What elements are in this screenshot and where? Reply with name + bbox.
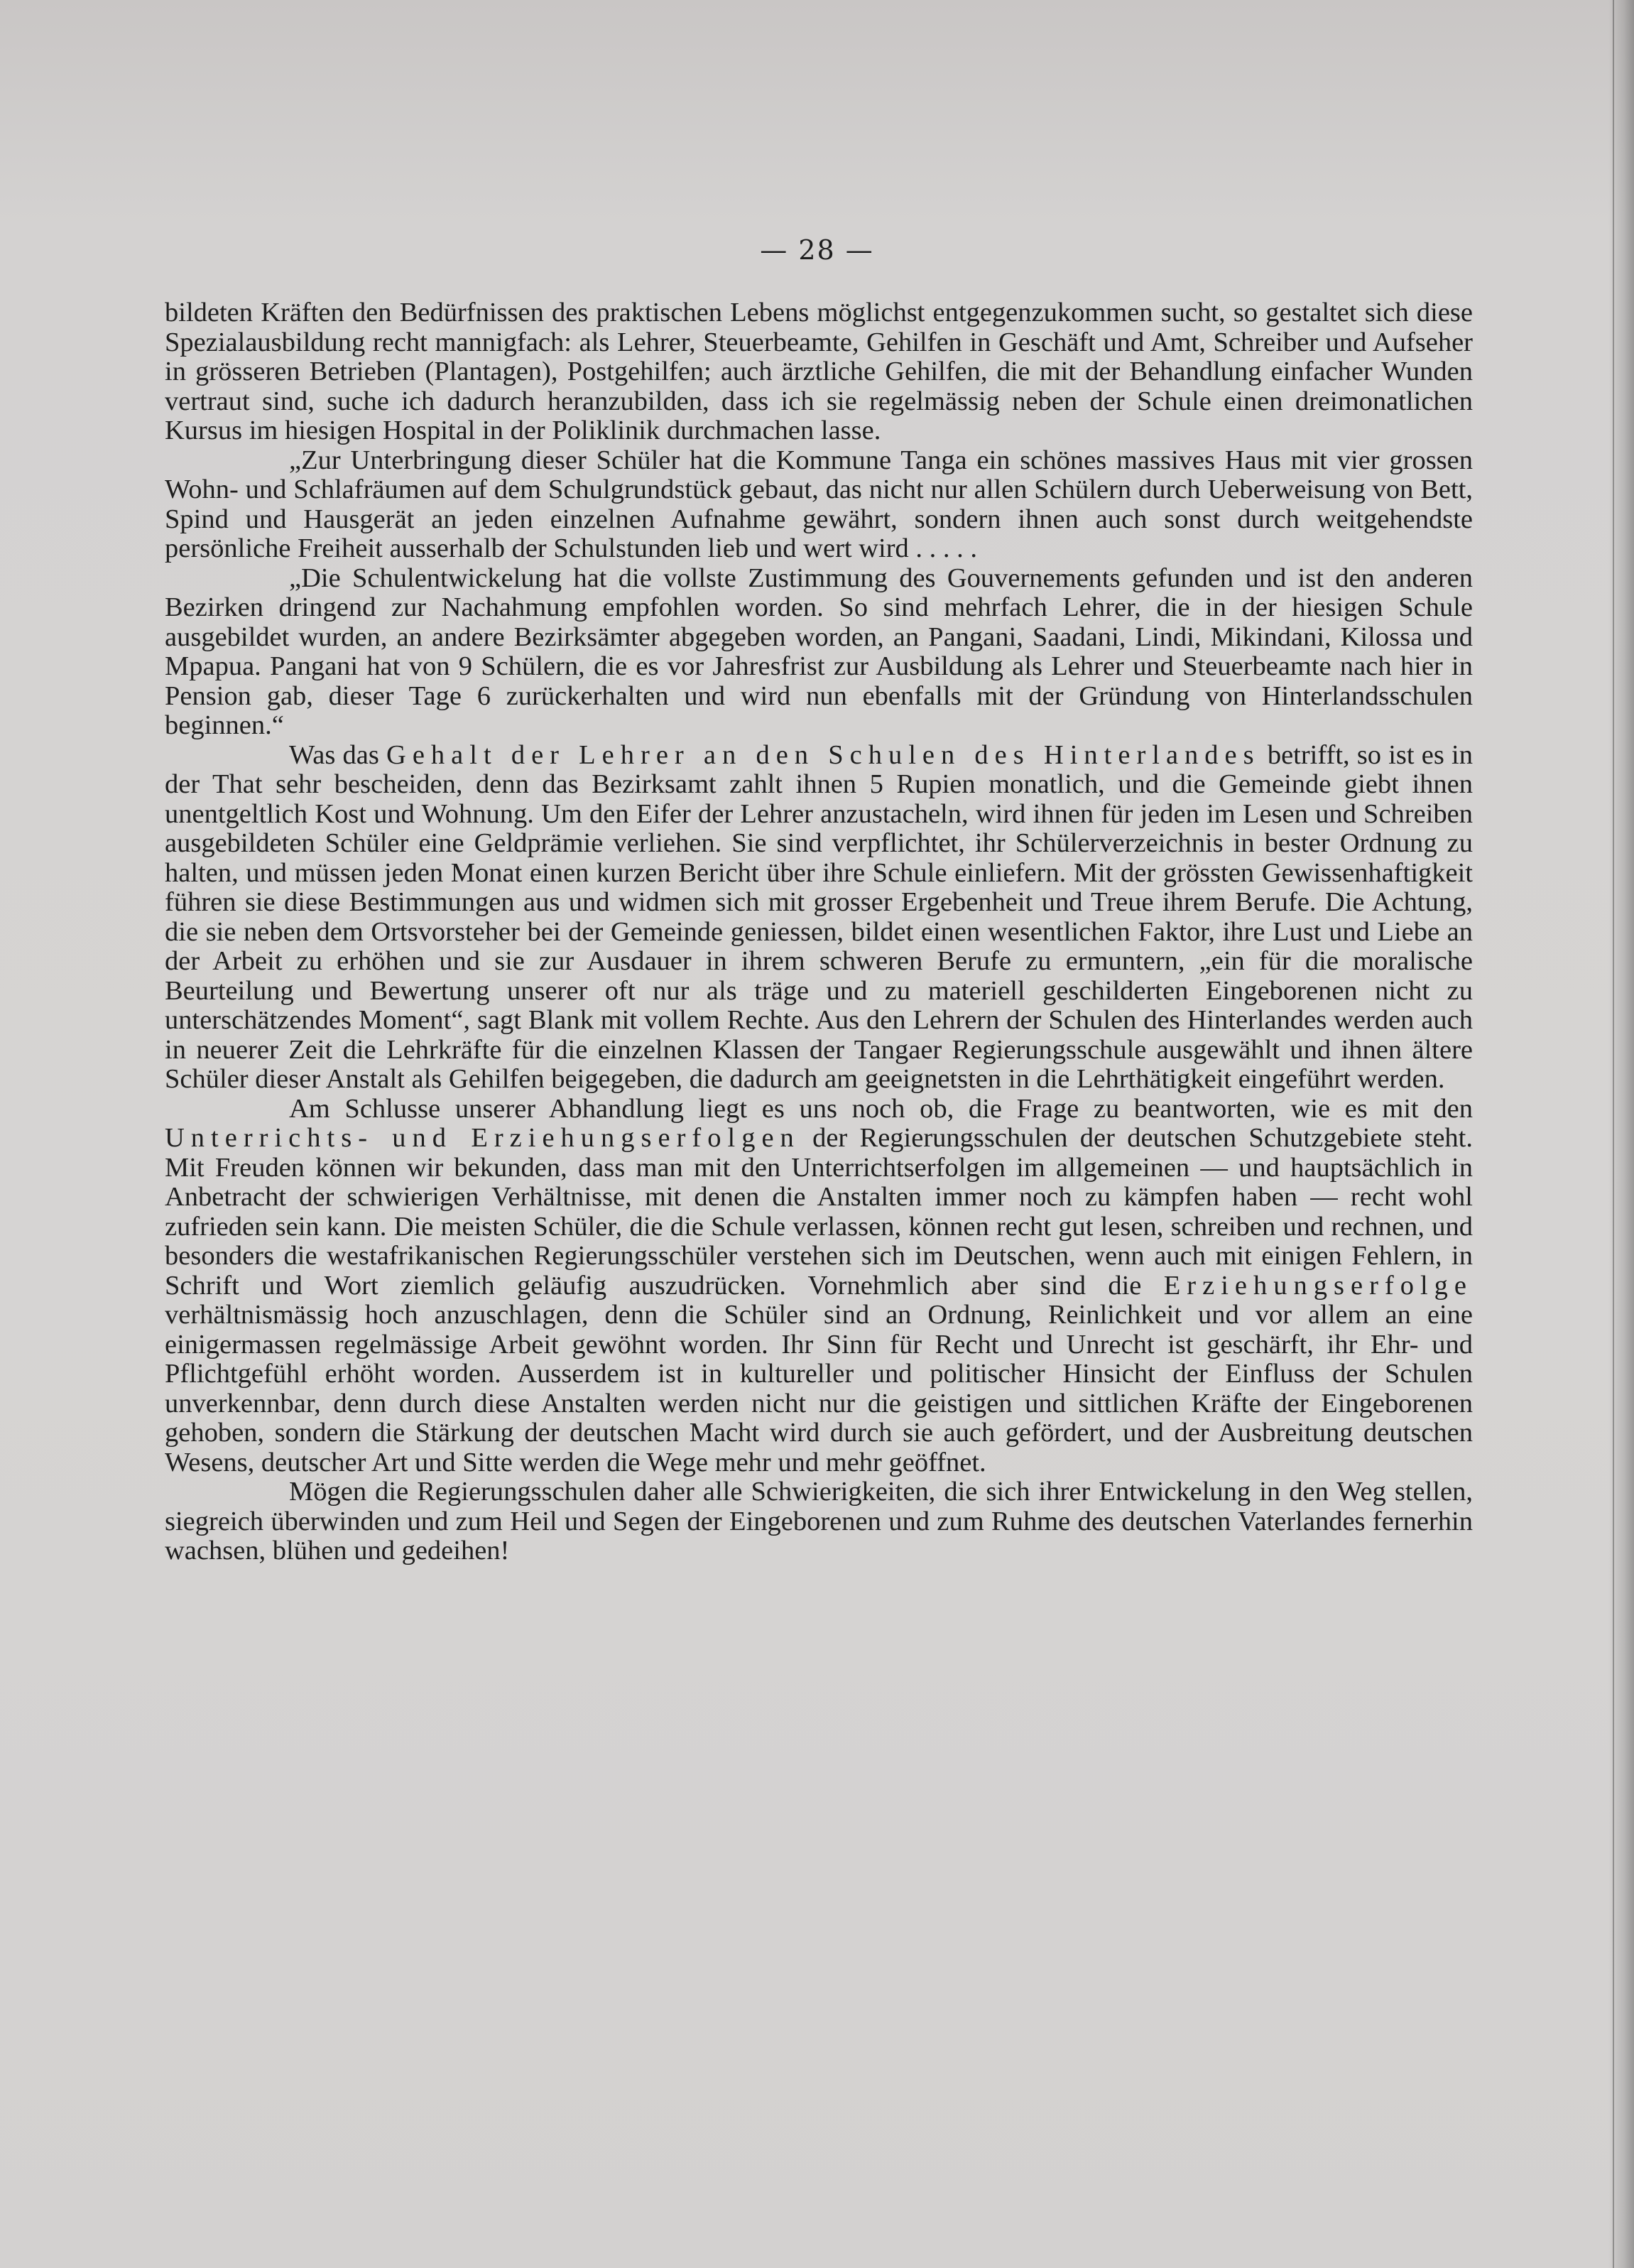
paragraph: [165, 446, 1473, 564]
spaced-emphasis-text: Gehalt der Lehrer an den Schulen des Hinterlandes: [386, 739, 1260, 770]
paragraph-text: „Zur Unterbringung dieser Schüler hat die Kommune Tanga ein schönes massives Haus mit vier grossen Wohn- und Schlafräumen auf dem Schulgrundstück gebaut, das nicht nur allen Schülern durch Ueberweisung von Bett, Spind und Hausgerät an jeden einzelnen Aufnahme gewährt, sondern ihnen auch sonst durch weitgehendste persönliche Freiheit ausserhalb der Schulstunden lieb und wert wird . . . . .: [165, 445, 1473, 563]
paragraph-text: Mögen die Regierungsschulen daher alle Schwierigkeiten, die sich ihrer Entwickelung in den Weg stellen, siegreich überwinden und zum Heil und Segen der Eingeborenen und zum Ruhme des deutschen Vaterlandes fernerhin wachsen, blühen und gedeihen!: [165, 1477, 1473, 1566]
paragraph-text: der Regierungsschulen der deutschen Schutzgebiete steht. Mit Freuden können wir bekunden, dass man mit den Unterrichtserfolgen im allgemeinen — und hauptsächlich in Anbetracht der schwierigen Verhältnisse, mit denen die Anstalten immer noch zu kämpfen haben — recht wohl zufrieden sein kann. Die meisten Schüler, die die Schule verlassen, können recht gut lesen, schreiben und rechnen, und besonders die westafrikanischen Regierungsschüler verstehen sich im Deutschen, wenn auch mit einigen Fehlern, in Schrift und Wort ziemlich geläufig auszudrücken. Vornehmlich aber sind die: [165, 1123, 1473, 1301]
paragraph: [165, 1477, 1473, 1566]
page-edge-line: [1613, 0, 1614, 2268]
paragraph: [165, 741, 1473, 1095]
paragraph: [165, 564, 1473, 741]
spaced-emphasis-text: Unterrichts- und Erziehungserfolgen: [165, 1123, 800, 1153]
spaced-emphasis-text: Erziehungserfolge: [1163, 1270, 1473, 1301]
paragraph-text: Am Schlusse unserer Abhandlung liegt es uns noch ob, die Frage zu beantworten, wie es mit den: [289, 1093, 1473, 1124]
paragraph-text: betrifft, so ist es in der That sehr bescheiden, denn das Bezirksamt zahlt ihnen 5 Rupien monatlich, und die Gemeinde giebt ihnen unentgeltlich Kost und Wohnung. Um den Eifer der Lehrer anzustacheln, wird ihnen für jeden im Lesen und Schreiben ausgebildeten Schüler eine Geldprämie verliehen. Sie sind verpflichtet, ihr Schülerverzeichnis in bester Ordnung zu halten, und müssen jeden Monat einen kurzen Bericht über ihre Schule einliefern. Mit der grössten Gewissenhaftigkeit führen sie diese Bestimmungen aus und widmen sich mit grosser Ergebenheit und Treue ihrem Berufe. Die Achtung, die sie neben dem Ortsvorsteher bei der Gemeinde geniessen, bildet einen wesentlichen Faktor, ihre Lust und Liebe an der Arbeit zu erhöhen und sie zur Ausdauer in ihrem schweren Berufe zu ermuntern, „ein für die moralische Beurteilung und Bewertung unserer oft nur als träge und zu materiell geschilderten Eingeborenen nicht zu unterschätzendes Moment“, sagt Blank mit vollem Rechte. Aus den Lehrern der Schulen des Hinterlandes werden auch in neuerer Zeit die Lehrkräfte für die einzelnen Klassen der Tangaer Regierungsschule ausgewählt und ihnen ältere Schüler dieser Anstalt als Gehilfen beigegeben, die dadurch am geeignetsten in die Lehrthätigkeit eingeführt werden.: [165, 739, 1473, 1094]
paragraph-text: verhältnismässig hoch anzuschlagen, denn die Schüler sind an Ordnung, Reinlichkeit und vor allem an eine einigermassen regelmässige Arbeit gewöhnt worden. Ihr Sinn für Recht und Unrecht ist geschärft, ihr Ehr- und Pflichtgefühl erhöht worden. Ausserdem ist in kultureller und politischer Hinsicht der Einfluss der Schulen unverkennbar, denn durch diese Anstalten werden nicht nur die geistigen und sittlichen Kräfte der Eingeborenen gehoben, sondern die Stärkung der deutschen Macht wird durch sie auch gefördert, und der Ausbreitung deutschen Wesens, deutscher Art und Sitte werden die Wege mehr und mehr geöffnet.: [165, 1300, 1473, 1477]
paragraph: [165, 1095, 1473, 1478]
paragraph-text: Was das: [289, 739, 387, 770]
paragraph-text: „Die Schulentwickelung hat die vollste Zustimmung des Gouvernements gefunden und ist den anderen Bezirken dringend zur Nachahmung empfohlen worden. So sind mehrfach Lehrer, die in der hiesigen Schule ausgebildet wurden, an andere Bezirksämter abgegeben worden, an Pangani, Saadani, Lindi, Mikindani, Kilossa und Mpapua. Pangani hat von 9 Schülern, die es vor Jahresfrist zur Ausbildung als Lehrer und Steuerbeamte nach hier in Pension gab, dieser Tage 6 zurückerhalten und wird nun ebenfalls mit der Gründung von Hinterlandsschulen beginnen.“: [165, 563, 1473, 740]
body-text: [165, 298, 1473, 1566]
paragraph-text: bildeten Kräften den Bedürfnissen des praktischen Lebens möglichst entgegenzukommen sucht, so gestaltet sich diese Spezialausbildung recht mannigfach: als Lehrer, Steuerbeamte, Gehilfen in Geschäft und Amt, Schreiber und Aufseher in grösseren Betrieben (Plantagen), Postgehilfen; auch ärztliche Gehilfen, die mit der Behandlung einfacher Wunden vertraut sind, suche ich dadurch heranzubilden, dass ich sie regelmässig neben der Schule einen dreimonatlichen Kursus im hiesigen Hospital in der Poliklinik durchmachen lasse.: [165, 298, 1473, 445]
page-number: — 28 —: [760, 234, 874, 266]
paragraph: [165, 298, 1473, 446]
